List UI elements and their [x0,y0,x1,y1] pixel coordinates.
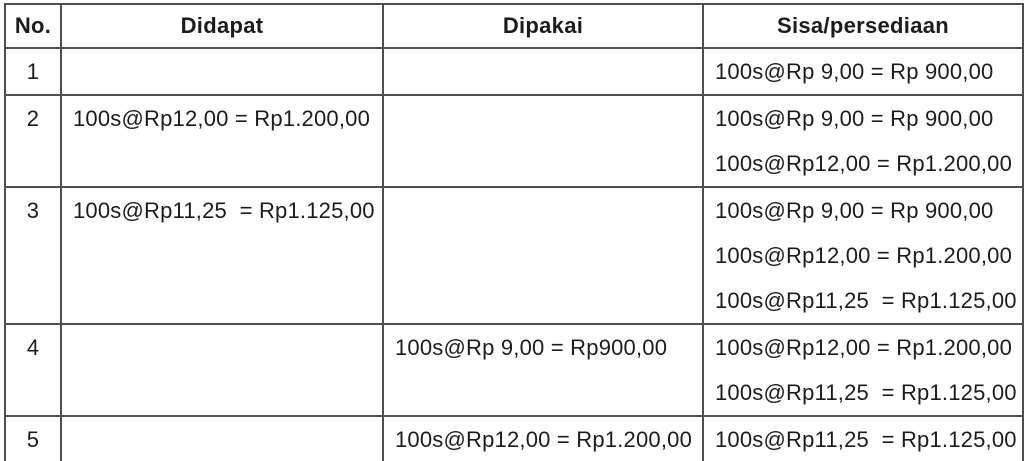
sisa-entry: 100s@Rp12,00 = Rp1.200,00 [715,150,1013,176]
didapat-cell [61,48,383,95]
dipakai-cell [383,187,703,324]
row-no-cell [5,324,61,416]
row-number: 5 [26,426,40,452]
sisa-entry: 100s@Rp12,00 = Rp1.200,00 [715,242,1013,268]
column-header-sisa: Sisa/persediaan [703,4,1023,48]
column-header-didapat: Didapat [61,4,383,48]
row-no-cell [5,187,61,324]
didapat-cell [61,416,383,461]
row-no-cell [5,95,61,187]
sisa-entry: 100s@Rp11,25 = Rp1.125,00 [715,379,1017,405]
table-body [5,48,1023,461]
dipakai-entry: 100s@Rp 9,00 = Rp900,00 [395,334,668,360]
table-row [5,324,1023,416]
sisa-cell [703,48,1023,95]
didapat-cell [61,324,383,416]
didapat-cell [61,187,383,324]
didapat-entry: 100s@Rp12,00 = Rp1.200,00 [73,105,371,131]
sisa-cell [703,187,1023,324]
table-row [5,48,1023,95]
sisa-cell [703,416,1023,461]
inventory-record-table [4,3,1024,461]
table-row [5,187,1023,324]
sisa-entry: 100s@Rp 9,00 = Rp 900,00 [715,58,994,84]
didapat-entry: 100s@Rp11,25 = Rp1.125,00 [73,197,375,223]
dipakai-cell [383,324,703,416]
sisa-cell [703,95,1023,187]
row-no-cell [5,416,61,461]
row-number: 4 [26,334,40,360]
sisa-entry: 100s@Rp 9,00 = Rp 900,00 [715,105,994,131]
row-number: 1 [26,58,40,84]
column-header-no: No. [5,4,61,48]
table-row [5,416,1023,461]
dipakai-entry: 100s@Rp12,00 = Rp1.200,00 [395,426,693,452]
dipakai-cell [383,416,703,461]
sisa-entry: 100s@Rp11,25 = Rp1.125,00 [715,426,1017,452]
row-no-cell [5,48,61,95]
sisa-entry: 100s@Rp11,25 = Rp1.125,00 [715,287,1017,313]
sisa-cell [703,324,1023,416]
table-row [5,95,1023,187]
row-number: 3 [26,197,40,223]
column-header-dipakai: Dipakai [383,4,703,48]
dipakai-cell [383,48,703,95]
didapat-cell [61,95,383,187]
dipakai-cell [383,95,703,187]
sisa-entry: 100s@Rp 9,00 = Rp 900,00 [715,197,994,223]
table-header-row [5,4,1023,48]
row-number: 2 [26,105,40,131]
sisa-entry: 100s@Rp12,00 = Rp1.200,00 [715,334,1013,360]
